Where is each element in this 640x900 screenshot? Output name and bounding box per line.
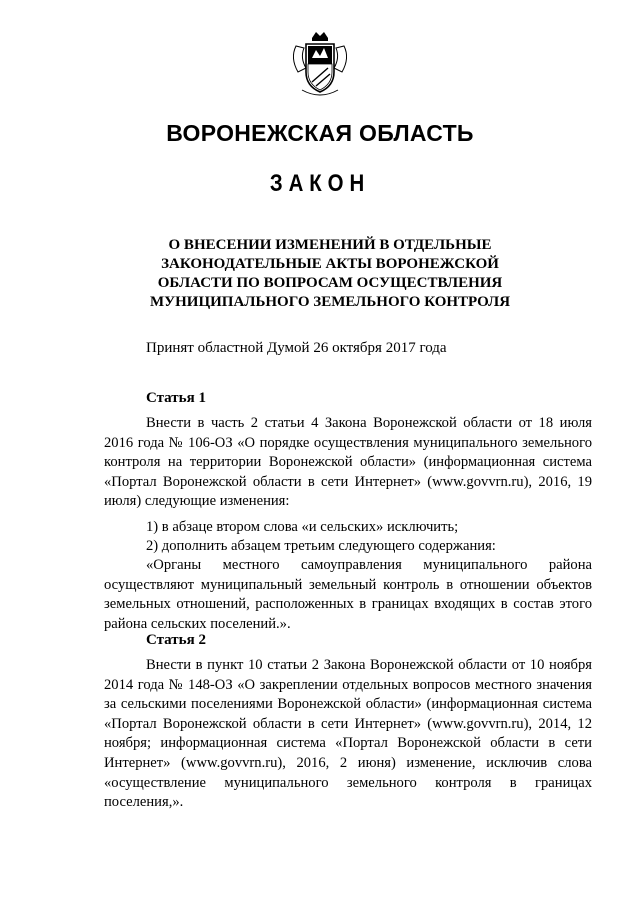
- adoption-date: Принят областной Думой 26 октября 2017 года: [146, 340, 447, 356]
- article-2-heading: Статья 2: [146, 632, 206, 648]
- article-1-item-1: 1) в абзаце втором слова «и сельских» исключить;: [146, 519, 459, 535]
- article-1-quote: «Органы местного самоуправления муниципального района осуществляют муниципальный земельный контроль в отношении объектов земельных отношений, расположенных в границах входящих в состав этого района сельских поселений.».: [104, 557, 592, 632]
- region-name: ВОРОНЕЖСКАЯ ОБЛАСТЬ: [166, 120, 474, 146]
- law-title-line: МУНИЦИПАЛЬНОГО ЗЕМЕЛЬНОГО КОНТРОЛЯ: [149, 294, 511, 310]
- article-1-item-2: 2) дополнить абзацем третьим следующего содержания:: [146, 538, 496, 554]
- document-type: ЗАКОН: [269, 170, 371, 197]
- law-title: [140, 236, 520, 312]
- law-title-line: ЗАКОНОДАТЕЛЬНЫЕ АКТЫ ВОРОНЕЖСКОЙ: [161, 256, 499, 272]
- coat-of-arms-icon: [288, 28, 352, 100]
- article-1-heading: Статья 1: [146, 390, 206, 406]
- law-title-line: ОБЛАСТИ ПО ВОПРОСАМ ОСУЩЕСТВЛЕНИЯ: [157, 275, 503, 291]
- article-2-text: Внести в пункт 10 статьи 2 Закона Воронежской области от 10 ноября 2014 года № 148-ОЗ «О закреплении отдельных вопросов местного значения за сельскими поселениями Воронежской области» (информационная система «Портал Воронежской области в сети Интернет» (www.govvrn.ru), 2014, 12 ноября; информационная система «Портал Воронежской области в сети Интернет» (www.govvrn.ru), 2016, 2 июня) изменение, исключив слова «осуществление муниципального земельного контроля в границах поселения,».: [104, 657, 592, 811]
- article-1-intro: Внести в часть 2 статьи 4 Закона Воронежской области от 18 июля 2016 года № 106-ОЗ «О порядке осуществления муниципального земельного контроля на территории Воронежской области» (информационная система «Портал Воронежской области в сети Интернет» (www.govvrn.ru), 2016, 19 июля) следующие изменения:: [104, 415, 592, 510]
- law-title-line: О ВНЕСЕНИИ ИЗМЕНЕНИЙ В ОТДЕЛЬНЫЕ: [168, 237, 492, 253]
